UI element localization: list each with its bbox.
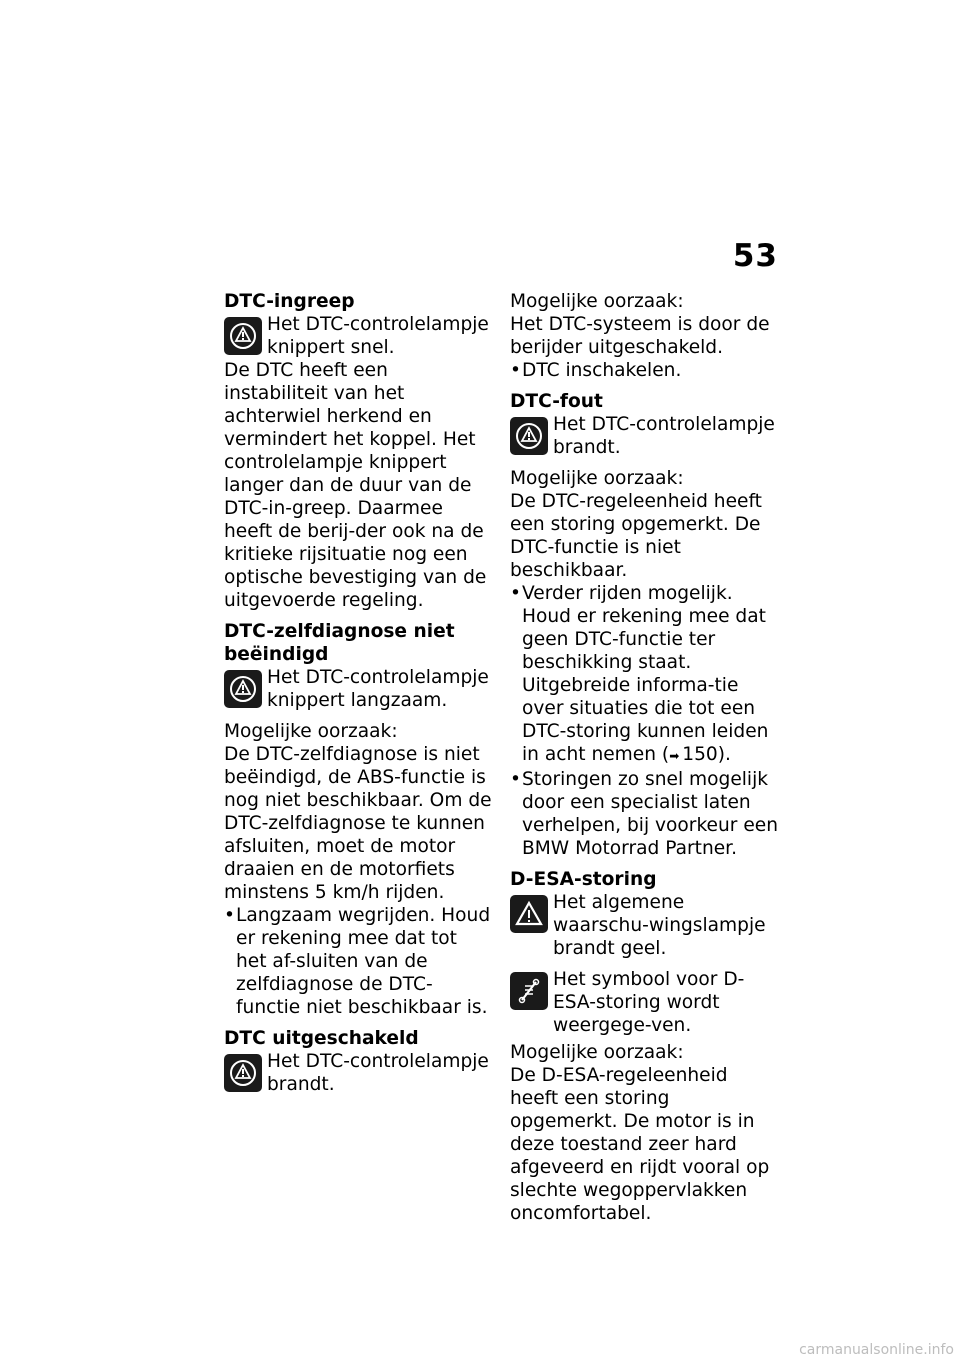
indicator-row (224, 666, 492, 712)
section-heading: DTC-ingreep (224, 291, 355, 312)
body-text: De DTC heeft een instabiliteit van het achterwiel herkend en vermindert het koppel. Het controlelampje knippert langer dan de duur van de DTC-in-greep. Daarmee heeft de berij-der ook na de kritieke rijsituatie nog een optische bevestiging van de uitgevoerde regeling. (224, 360, 487, 611)
body-text: Het DTC-systeem is door de berijder uitgeschakeld. (510, 314, 770, 358)
dtc-warning-icon (510, 417, 548, 455)
indicator-text: Het DTC-controlelampje brandt. (267, 1051, 489, 1095)
bullet-item: • Storingen zo snel mogelijk door een specialist laten verhelpen, bij voorkeur een BMW Motorrad Partner. (510, 768, 780, 860)
dtc-warning-icon (224, 317, 262, 355)
bullet-item (510, 582, 780, 768)
section-dtc-zelfdiagnose (224, 620, 492, 1019)
bullet-list (224, 904, 492, 1019)
section-heading: DTC uitgeschakeld (224, 1028, 419, 1049)
general-warning-icon (510, 895, 548, 933)
indicator-row (224, 1050, 492, 1096)
section-heading: DTC-fout (510, 391, 603, 412)
section-heading: D-ESA-storing (510, 869, 657, 890)
left-column (224, 290, 492, 1104)
bullet-list (510, 359, 780, 382)
indicator-text: Het algemene waarschu-wingslampje brandt geel. (553, 892, 766, 959)
body-text: De DTC-regeleenheid heeft een storing opgemerkt. De DTC-functie is niet beschikbaar. (510, 491, 762, 581)
bullet-text: Verder rijden mogelijk. Houd er rekening mee dat geen DTC-functie ter beschikking staat. Uitgebreide informa-tie over situaties die tot een DTC-storing kunnen leiden in acht nemen ( (522, 583, 769, 765)
indicator-text: Het DTC-controlelampje brandt. (553, 414, 775, 458)
section-dtc-uitgeschakeld (224, 1027, 492, 1096)
indicator-text: Het symbool voor D-ESA-storing wordt weergege-ven. (553, 969, 745, 1036)
section-dtc-uitgeschakeld-cont (510, 290, 780, 382)
indicator-row (510, 891, 780, 960)
right-column (510, 290, 780, 1233)
cause-label: Mogelijke oorzaak: (510, 468, 684, 489)
page-number: 53 (732, 238, 778, 274)
indicator-row (510, 413, 780, 459)
page-reference-link[interactable]: 150). (682, 744, 731, 765)
cause-label: Mogelijke oorzaak: (224, 721, 398, 742)
bullet-item: • Langzaam wegrijden. Houd er rekening mee dat tot het af-sluiten van de zelfdiagnose de DTC-functie niet beschikbaar is. (224, 904, 492, 1019)
bullet-item: • DTC inschakelen. (510, 359, 780, 382)
indicator-text: Het DTC-controlelampje knippert langzaam. (267, 667, 489, 711)
dtc-warning-icon (224, 1054, 262, 1092)
body-text: De D-ESA-regeleenheid heeft een storing opgemerkt. De motor is in deze toestand zeer hard afgeveerd en rijdt vooral op slechte wegoppervlakken oncomfortabel. (510, 1065, 770, 1224)
watermark: carmanualsonline.info (799, 1342, 954, 1358)
cause-label: Mogelijke oorzaak: (510, 291, 684, 312)
section-desa-storing (510, 868, 780, 1225)
section-dtc-ingreep (224, 290, 492, 612)
section-dtc-fout (510, 390, 780, 860)
page-ref-arrow-icon: ➡ (669, 749, 680, 763)
indicator-row (224, 313, 492, 359)
desa-icon (510, 972, 548, 1010)
section-heading: DTC-zelfdiagnose niet beëindigd (224, 621, 455, 665)
indicator-text: Het DTC-controlelampje knippert snel. (267, 314, 489, 358)
body-text: De DTC-zelfdiagnose is niet beëindigd, de ABS-functie is nog niet beschikbaar. Om de DTC-zelfdiagnose te kunnen afsluiten, moet de motor draaien en de motorfiets minstens 5 km/h rijden. (224, 744, 492, 903)
bullet-list (510, 582, 780, 860)
dtc-warning-icon (224, 670, 262, 708)
indicator-row (510, 968, 780, 1037)
cause-label: Mogelijke oorzaak: (510, 1042, 684, 1063)
